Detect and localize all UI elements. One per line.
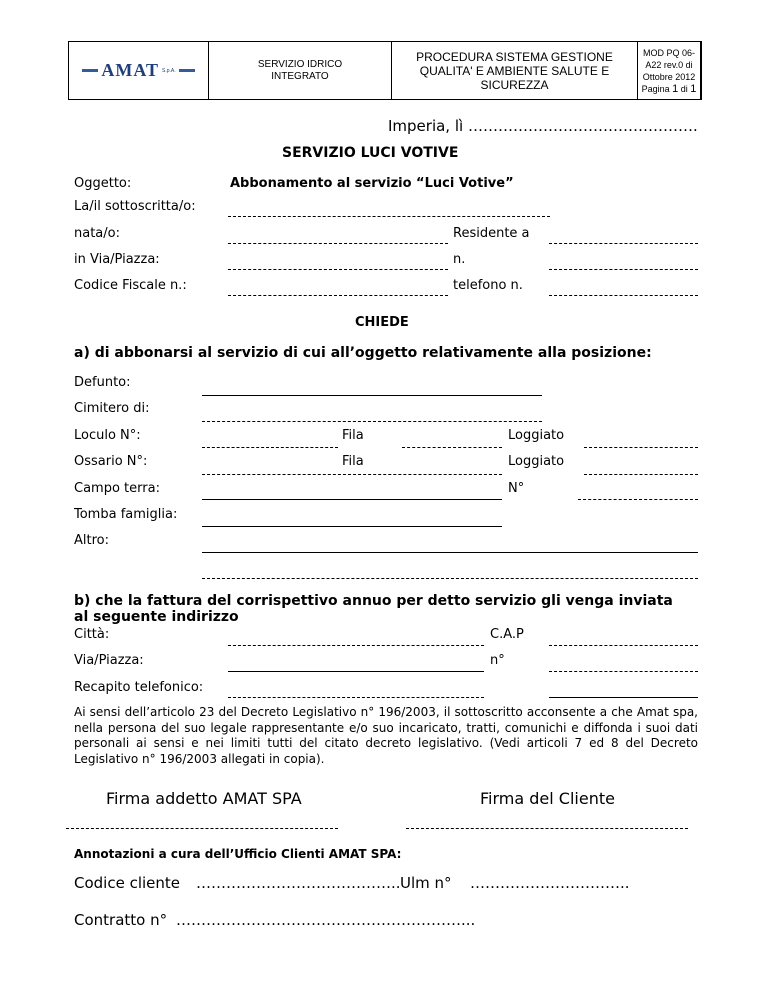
billing-number-label: n°	[490, 653, 505, 668]
billing-phone-field[interactable]	[228, 697, 484, 698]
contract-field[interactable]: …………………………………………………...	[176, 911, 476, 929]
tax-code-field[interactable]	[228, 295, 448, 296]
billing-phone-label: Recapito telefonico:	[74, 680, 204, 695]
loggia-field-2[interactable]	[584, 474, 698, 475]
notes-heading: Annotazioni a cura dell’Ufficio Clienti AMAT SPA:	[74, 847, 402, 861]
ossuary-field[interactable]	[202, 474, 502, 475]
page-indicator: Pagina 1 di 1	[641, 82, 697, 95]
loggia-field-1[interactable]	[584, 447, 698, 448]
client-code-field[interactable]: …………………………………..	[196, 874, 401, 892]
procedure-name: PROCEDURA SISTEMA GESTIONE QUALITA' E AMBIENTE SALUTE E SICUREZZA	[416, 49, 613, 92]
street-field[interactable]	[228, 269, 448, 270]
zip-field[interactable]	[549, 645, 698, 646]
ground-number-label: N°	[508, 481, 525, 496]
billing-street-field[interactable]	[228, 671, 484, 672]
signature-client-field[interactable]	[406, 828, 688, 829]
loggia-label-1: Loggiato	[508, 428, 565, 443]
other-field-2[interactable]	[202, 578, 698, 579]
street-label: in Via/Piazza:	[74, 252, 160, 267]
niche-label: Loculo N°:	[74, 428, 141, 443]
zip-label: C.A.P	[490, 627, 524, 642]
logo-suffix: S.p.A.	[162, 67, 176, 74]
ground-number-field[interactable]	[578, 499, 698, 500]
ulm-field[interactable]: …………………………..	[470, 874, 630, 892]
procedure-cell	[392, 42, 638, 99]
family-tomb-field[interactable]	[202, 526, 502, 527]
logo-bar-left	[82, 69, 98, 72]
city-field[interactable]	[228, 645, 484, 646]
other-field-1[interactable]	[202, 552, 698, 553]
number-label: n.	[453, 252, 466, 267]
family-tomb-label: Tomba famiglia:	[74, 507, 178, 522]
born-label: nata/o:	[74, 226, 120, 241]
phone-label: telefono n.	[453, 278, 523, 293]
billing-phone-field-2[interactable]	[549, 697, 698, 698]
row-label-2: Fila	[342, 454, 364, 469]
undersigned-field[interactable]	[228, 216, 550, 217]
ground-field[interactable]	[202, 499, 502, 500]
section-b-heading-1: b) che la fattura del corrispettivo annuo per detto servizio gli venga inviata	[74, 593, 673, 609]
cemetery-label: Cimitero di:	[74, 401, 150, 416]
billing-street-label: Via/Piazza:	[74, 653, 144, 668]
module-code: MOD PQ 06-A22 rev.0 di	[642, 47, 695, 70]
row-field-1[interactable]	[402, 447, 502, 448]
niche-field[interactable]	[202, 447, 338, 448]
service-cell	[209, 42, 392, 99]
place-date: Imperia, lì ……………………………………….	[388, 117, 698, 135]
resident-field[interactable]	[549, 243, 698, 244]
ulm-label: Ulm n°	[400, 874, 452, 892]
module-cell	[638, 42, 701, 99]
billing-number-field[interactable]	[549, 671, 698, 672]
module-date: Ottobre 2012	[642, 71, 696, 82]
deceased-field[interactable]	[202, 395, 542, 396]
logo-text: AMAT	[101, 60, 160, 80]
ground-label: Campo terra:	[74, 481, 160, 496]
city-label: Città:	[74, 627, 110, 642]
ossuary-label: Ossario N°:	[74, 454, 148, 469]
contract-label: Contratto n°	[74, 911, 168, 929]
subject-value: Abbonamento al servizio “Luci Votive”	[230, 176, 514, 191]
tax-code-label: Codice Fiscale n.:	[74, 278, 187, 293]
number-field[interactable]	[549, 269, 698, 270]
signature-amat-field[interactable]	[66, 828, 338, 829]
amat-logo	[82, 60, 194, 81]
signature-amat-label: Firma addetto AMAT SPA	[106, 789, 302, 808]
logo-bar-right	[179, 69, 195, 72]
resident-label: Residente a	[453, 226, 530, 241]
deceased-label: Defunto:	[74, 375, 131, 390]
loggia-label-2: Loggiato	[508, 454, 565, 469]
privacy-consent: Ai sensi dell’articolo 23 del Decreto Legislativo n° 196/2003, il sottoscritto acconsente a che Amat spa, nella persona del suo legale rappresentante e/o suo incaricato, tratti, comunichi e diffonda i suoi dati personali ai sensi e nei limiti tutti del citato decreto legislativo. (Vedi articoli 7 ed 8 del Decreto Legislativo n° 196/2003 allegati in copia).	[74, 705, 698, 766]
section-b-heading-2: al seguente indirizzo	[74, 609, 239, 625]
logo-cell	[69, 42, 209, 99]
service-name: SERVIZIO IDRICO INTEGRATO	[257, 58, 343, 82]
requests-heading: CHIEDE	[355, 315, 409, 330]
cemetery-field[interactable]	[202, 421, 542, 422]
other-label: Altro:	[74, 533, 109, 548]
signature-client-label: Firma del Cliente	[480, 789, 615, 808]
row-label-1: Fila	[342, 428, 364, 443]
phone-field[interactable]	[549, 295, 698, 296]
undersigned-label: La/il sottoscritta/o:	[74, 199, 196, 214]
document-header	[68, 41, 702, 100]
subject-label: Oggetto:	[74, 176, 132, 191]
section-a-heading: a) di abbonarsi al servizio di cui all’oggetto relativamente alla posizione:	[74, 345, 652, 361]
client-code-label: Codice cliente	[74, 874, 181, 892]
form-title: SERVIZIO LUCI VOTIVE	[282, 145, 459, 161]
born-field[interactable]	[228, 243, 448, 244]
